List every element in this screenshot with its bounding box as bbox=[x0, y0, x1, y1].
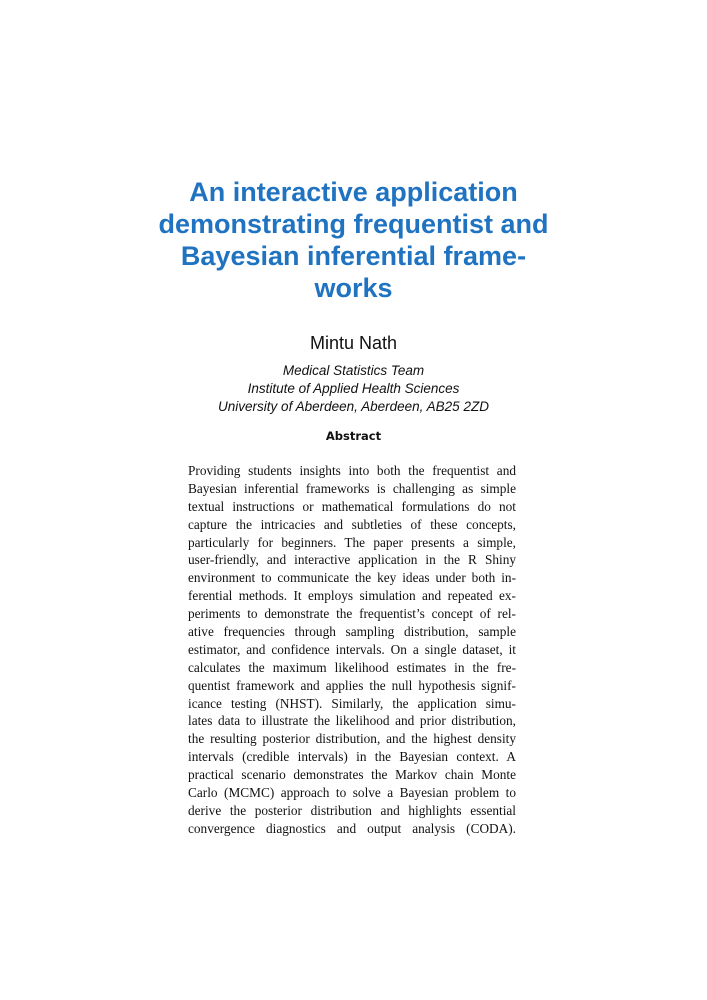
abstract-line: Carlo (MCMC) approach to solve a Bayesian problem to bbox=[188, 785, 516, 801]
paper-title bbox=[150, 176, 557, 304]
abstract-line: lates data to illustrate the likelihood and prior distribution, bbox=[188, 713, 516, 729]
affiliation-line-1: Medical Statistics Team bbox=[282, 363, 425, 378]
abstract-line: practical scenario demonstrates the Markov chain Monte bbox=[188, 767, 516, 783]
abstract-line: intervals (credible intervals) in the Bayesian context. A bbox=[188, 749, 516, 765]
affiliation-line-3: University of Aberdeen, Aberdeen, AB25 2ZD bbox=[218, 399, 489, 414]
abstract-line: quentist framework and applies the null hypothesis signif- bbox=[188, 677, 516, 693]
abstract-line: derive the posterior distribution and highlights essential bbox=[188, 802, 516, 818]
abstract-line: convergence diagnostics and output analysis (CODA). bbox=[188, 820, 516, 836]
abstract-line: textual instructions or mathematical formulations do not bbox=[188, 498, 516, 514]
author-name: Mintu Nath bbox=[309, 333, 398, 353]
abstract-line: icance testing (NHST). Similarly, the application simu- bbox=[188, 695, 516, 711]
affiliation-line-2: Institute of Applied Health Sciences bbox=[247, 381, 460, 396]
abstract-line: estimator, and confidence intervals. On a single dataset, it bbox=[188, 641, 516, 657]
abstract-line: periments to demonstrate the frequentist’s concept of rel- bbox=[188, 606, 516, 622]
abstract-line: capture the intricacies and subtleties of these concepts, bbox=[188, 516, 516, 532]
abstract-body bbox=[188, 462, 516, 838]
abstract-line: ferential methods. It employs simulation and repeated ex- bbox=[188, 588, 516, 604]
author-affiliation bbox=[150, 362, 557, 416]
abstract-line: Bayesian inferential frameworks is challenging as simple bbox=[188, 480, 516, 496]
title-line-1: An interactive application bbox=[189, 177, 518, 207]
abstract-line: particularly for beginners. The paper presents a simple, bbox=[188, 534, 516, 550]
title-line-2: demonstrating frequentist and bbox=[158, 209, 549, 239]
title-line-4: works bbox=[314, 273, 393, 303]
abstract-line: environment to communicate the key ideas under both in- bbox=[188, 570, 516, 586]
abstract-heading: Abstract bbox=[325, 429, 382, 443]
abstract-line: calculates the maximum likelihood estimates in the fre- bbox=[188, 659, 516, 675]
abstract-line: ative frequencies through sampling distribution, sample bbox=[188, 624, 516, 640]
abstract-line: the resulting posterior distribution, and the highest density bbox=[188, 731, 516, 747]
title-line-3: Bayesian inferential frame- bbox=[180, 241, 527, 271]
abstract-line: Providing students insights into both the frequentist and bbox=[188, 463, 516, 478]
abstract-line: user-friendly, and interactive application in the R Shiny bbox=[188, 552, 516, 568]
